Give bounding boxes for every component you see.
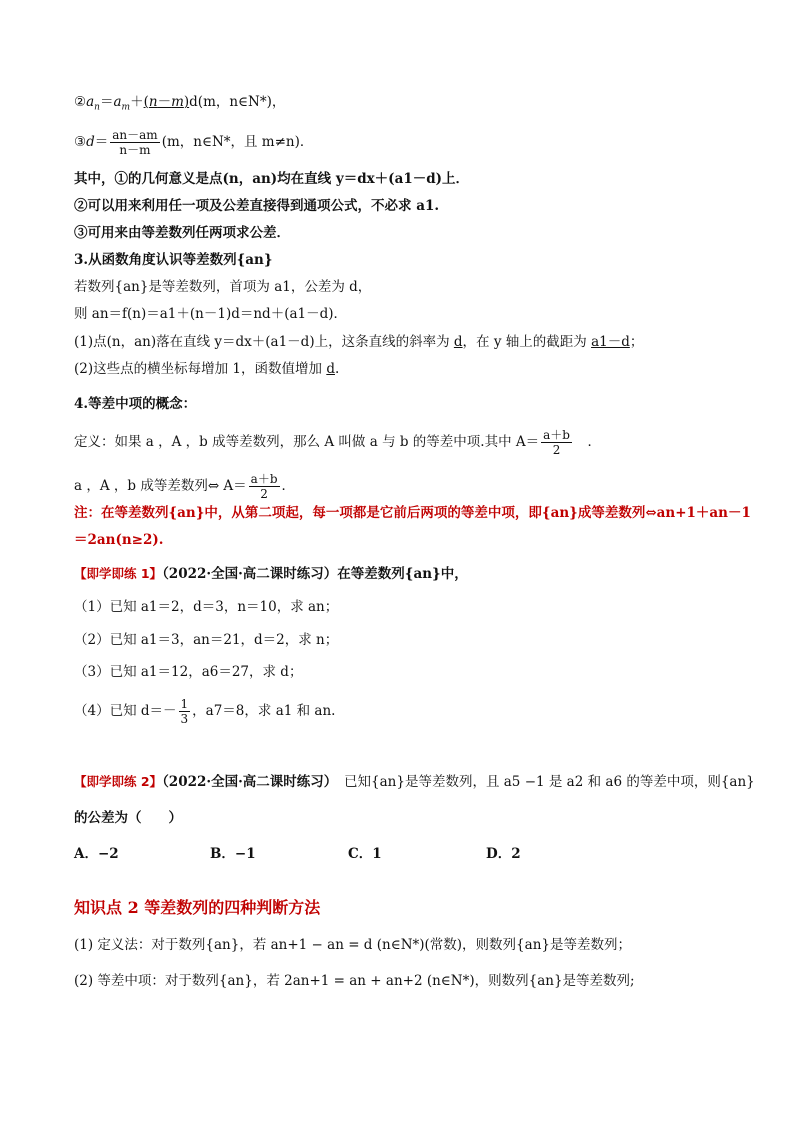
option-c[interactable]: C．1 xyxy=(348,846,382,862)
knowledge2-method2: (2) 等差中项：对于数列{an}，若 2an+1 = an + an+2 (n∈N*)，则数列{an}是等差数列; xyxy=(74,973,635,989)
equivalence-fraction: $\frac{a+b}{2}$ xyxy=(250,472,278,501)
practice2-header: 【即学即练 2】（2022·全国·高二课时练习） 已知{an}是等差数列，且 a5 −1 是 a2 和 a6 的等差中项，则{an} xyxy=(74,774,755,790)
section3-title: 3.从函数角度认识等差数列{an} xyxy=(74,252,273,268)
practice1-q3: （3）已知 a1＝12，a6＝27，求 d； xyxy=(74,664,303,680)
option-a[interactable]: A．−2 xyxy=(74,846,119,862)
knowledge2-title: 知识点 2 等差数列的四种判断方法 xyxy=(74,898,321,917)
practice1-q2: （2）已知 a1＝3，an＝21，d＝2，求 n； xyxy=(74,632,339,648)
section3-line2: 则 an＝f(n)＝a1＋(n－1)d＝nd＋(a1－d)． xyxy=(74,306,348,322)
note-general-term: ②可以用来利用任一项及公差直接得到通项公式，不必求 a1. xyxy=(74,198,440,214)
slope-blank: d xyxy=(453,334,463,350)
section3-line1: 若数列{an}是等差数列，首项为 a1，公差为 d， xyxy=(74,279,372,295)
note-common-diff: ③可用来由等差数列任两项求公差． xyxy=(74,225,290,241)
formula-2: $②a_n=a_m+(n-m)d(m$，n∈N*)， xyxy=(74,94,286,113)
increment-blank: d xyxy=(326,361,335,377)
section4-equivalence: a ，A ，b 成等差数列⇔ A＝ $\frac{a+b}{2}$ ． xyxy=(74,472,296,501)
option-b[interactable]: B．−1 xyxy=(210,846,256,862)
practice1-q4: （4）已知 d＝－ $\frac{1}{3}$ ，a7＝8，求 a1 和 an. xyxy=(74,697,336,726)
intercept-blank: a1－d xyxy=(591,334,630,350)
practice1-tag: 【即学即练 1】 xyxy=(74,566,163,581)
section4-note-line2: ＝2an(n≥2). xyxy=(74,532,164,548)
option-d[interactable]: D．2 xyxy=(486,846,521,862)
section4-definition: 定义：如果 a ，A ，b 成等差数列，那么 A 叫做 a 与 b 的等差中项.其中 A＝ $\frac{a+b}{2}$ ． xyxy=(74,428,601,457)
practice2-tag: 【即学即练 2】 xyxy=(74,774,163,789)
section4-title: 4.等差中项的概念： xyxy=(74,396,197,412)
q4-fraction: $\frac{1}{3}$ xyxy=(180,697,189,726)
section4-note-line1: 注：在等差数列{an}中，从第二项起，每一项都是它前后两项的等差中项，即{an}成等差数列⇔an+1＋an－1 xyxy=(74,505,751,521)
formula-3-fraction: $\frac{an-am}{n-m}$ xyxy=(112,128,158,157)
practice2-stem-end: 的公差为（ ） xyxy=(74,810,182,826)
practice1-q1: （1）已知 a1＝2，d＝3，n＝10，求 an； xyxy=(74,599,339,615)
section3-line3: (1)点(n，an)落在直线 y＝dx＋(a1－d)上，这条直线的斜率为 d，在 y 轴上的截距为 a1－d； xyxy=(74,334,644,350)
note-geometric: 其中，①的几何意义是点(n，an)均在直线 y＝dx＋(a1－d)上． xyxy=(74,171,470,187)
practice1-header: 【即学即练 1】（2022·全国·高二课时练习）在等差数列{an}中， xyxy=(74,566,468,582)
knowledge2-method1: (1) 定义法：对于数列{an}，若 an+1 − an = d (n∈N*)(常数)，则数列{an}是等差数列； xyxy=(74,937,631,953)
midterm-fraction: $\frac{a+b}{2}$ xyxy=(543,428,570,457)
formula-3: ③d＝ $\frac{an-am}{n-m}$ (m，n∈N*，且 m≠n)． xyxy=(74,128,314,157)
section3-line4: (2)这些点的横坐标每增加 1，函数值增加 d. xyxy=(74,361,340,377)
